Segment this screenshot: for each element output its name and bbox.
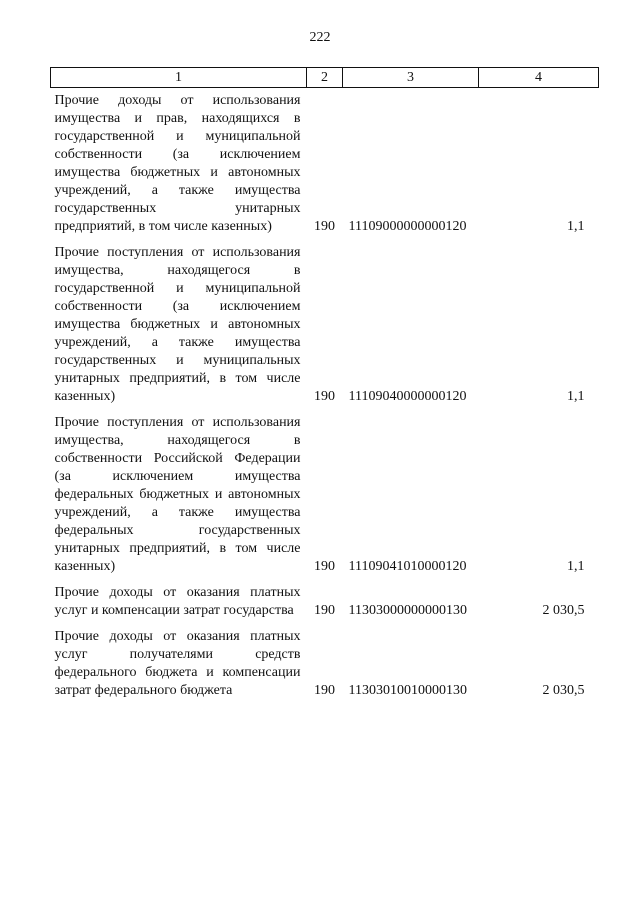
table-body xyxy=(51,88,599,705)
row-amount: 1,1 xyxy=(567,559,585,574)
table-row xyxy=(51,240,599,410)
row-kbk-code: 11109041010000120 xyxy=(348,559,467,574)
table-header xyxy=(51,68,599,88)
column-header-1: 1 xyxy=(51,68,307,88)
row-amount: 1,1 xyxy=(567,219,585,234)
table-row xyxy=(51,88,599,241)
row-kbk-code: 11109040000000120 xyxy=(348,389,467,404)
page-number: 222 xyxy=(309,30,331,45)
row-admin-code: 190 xyxy=(314,219,335,234)
table-row xyxy=(51,624,599,704)
row-description: Прочие поступления от использования имущества, находящегося в собственности Российской Федерации (за исключением имущества федеральных бюджетных и автономных учреждений, а также имущества федеральных государственных унитарных предприятий, в том числе казенных) xyxy=(54,415,301,574)
row-description: Прочие поступления от использования имущества, находящегося в государственной и муниципальной собственности (за исключением имущества бюджетных и автономных учреждений, а также имущества государственных и муниципальных унитарных предприятий, в том числе казенных) xyxy=(54,245,301,404)
row-description: Прочие доходы от оказания платных услуг получателями средств федерального бюджета и компенсации затрат федерального бюджета xyxy=(54,629,301,698)
column-header-2: 2 xyxy=(307,68,343,88)
column-header-4: 4 xyxy=(479,68,599,88)
row-kbk-code: 11109000000000120 xyxy=(348,219,467,234)
row-amount: 2 030,5 xyxy=(542,683,585,698)
row-admin-code: 190 xyxy=(314,559,335,574)
row-description: Прочие доходы от оказания платных услуг и компенсации затрат государства xyxy=(54,585,301,618)
row-amount: 1,1 xyxy=(567,389,585,404)
table-row xyxy=(51,410,599,580)
row-kbk-code: 11303010010000130 xyxy=(348,683,467,698)
row-admin-code: 190 xyxy=(314,389,335,404)
header-row xyxy=(51,68,599,88)
row-description: Прочие доходы от использования имущества и прав, находящихся в государственной и муниципальной собственности (за исключением имущества бюджетных и автономных учреждений, а также имущества государственных унитарных предприятий, в том числе казенных) xyxy=(54,93,301,234)
row-amount: 2 030,5 xyxy=(542,603,585,618)
revenue-table xyxy=(50,67,599,704)
column-header-3: 3 xyxy=(343,68,479,88)
table-row xyxy=(51,580,599,624)
row-admin-code: 190 xyxy=(314,683,335,698)
row-kbk-code: 11303000000000130 xyxy=(348,603,467,618)
row-admin-code: 190 xyxy=(314,603,335,618)
